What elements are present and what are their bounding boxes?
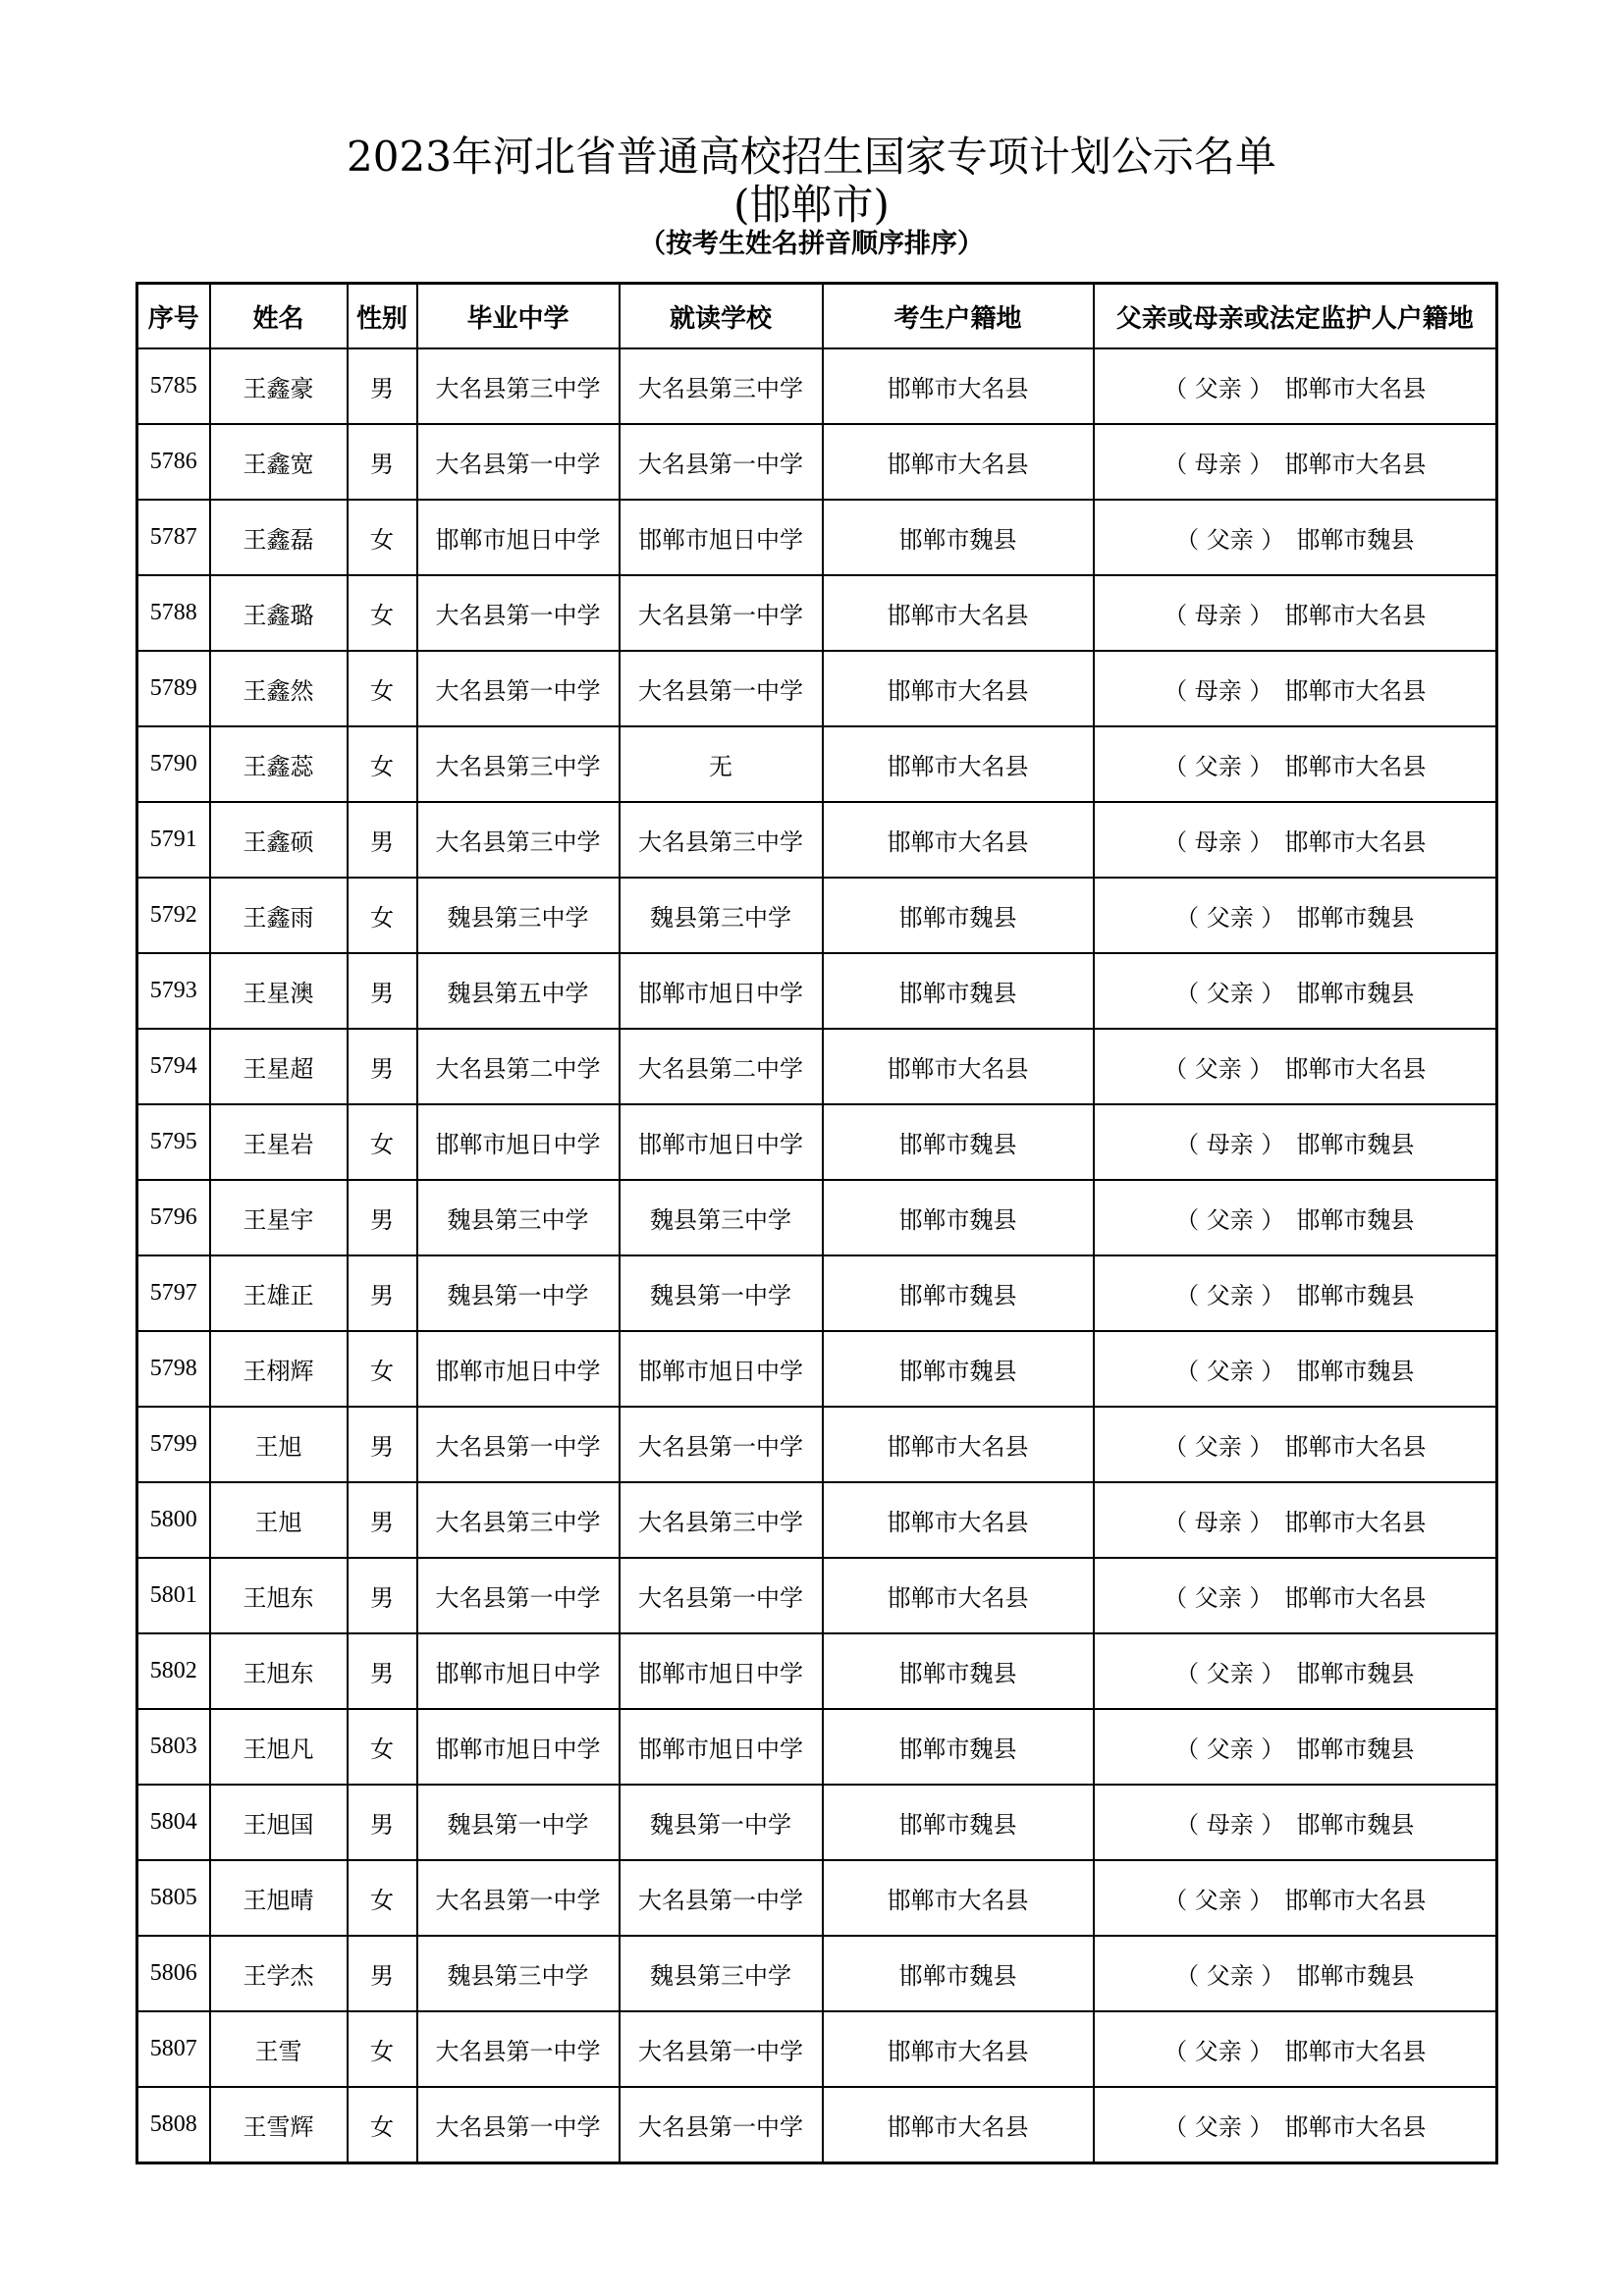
graduated-school-cell: 魏县第三中学 (417, 878, 620, 953)
graduated-school-cell: 大名县第一中学 (417, 651, 620, 726)
guardian-relation: （ 父亲 ） (1175, 980, 1285, 1007)
guardian-household-cell (1094, 500, 1497, 575)
guardian-household-cell (1094, 1633, 1497, 1709)
student-household-cell: 邯郸市魏县 (823, 1255, 1094, 1331)
graduated-school-cell: 大名县第一中学 (417, 1860, 620, 1936)
gender-cell: 男 (348, 348, 417, 424)
table-row (137, 1936, 1497, 2011)
document-title: 2023年河北省普通高校招生国家专项计划公示名单 (347, 133, 1276, 181)
current-school-cell: 大名县第一中学 (620, 2087, 823, 2163)
gender-cell: 女 (348, 878, 417, 953)
guardian-place: 邯郸市魏县 (1296, 526, 1415, 554)
guardian-place: 邯郸市魏县 (1296, 1282, 1415, 1309)
graduated-school-cell: 大名县第二中学 (417, 1029, 620, 1104)
guardian-relation: （ 父亲 ） (1175, 1358, 1285, 1385)
column-header-name: 姓名 (210, 284, 348, 349)
current-school-cell: 魏县第三中学 (620, 1180, 823, 1255)
table-row (137, 1785, 1497, 1860)
table-row (137, 1331, 1497, 1407)
graduated-school-cell: 大名县第三中学 (417, 726, 620, 802)
student-household-cell: 邯郸市魏县 (823, 1785, 1094, 1860)
guardian-place: 邯郸市大名县 (1284, 2038, 1427, 2065)
name-cell: 王栩辉 (210, 1331, 348, 1407)
graduated-school-cell: 邯郸市旭日中学 (417, 500, 620, 575)
guardian-household-cell (1094, 1255, 1497, 1331)
guardian-household-cell (1094, 802, 1497, 878)
seq-cell: 5787 (137, 500, 210, 575)
guardian-relation: （ 父亲 ） (1175, 1660, 1285, 1687)
name-cell: 王星超 (210, 1029, 348, 1104)
graduated-school-cell: 魏县第五中学 (417, 953, 620, 1029)
gender-cell: 女 (348, 2011, 417, 2087)
seq-cell: 5785 (137, 348, 210, 424)
gender-cell: 女 (348, 1860, 417, 1936)
student-household-cell: 邯郸市大名县 (823, 726, 1094, 802)
guardian-household-cell (1094, 1860, 1497, 1936)
gender-cell: 男 (348, 424, 417, 500)
table-row (137, 1482, 1497, 1558)
seq-cell: 5796 (137, 1180, 210, 1255)
guardian-relation: （ 父亲 ） (1163, 375, 1273, 402)
guardian-place: 邯郸市大名县 (1284, 828, 1427, 856)
guardian-household-cell (1094, 726, 1497, 802)
current-school-cell: 大名县第一中学 (620, 651, 823, 726)
current-school-cell: 大名县第一中学 (620, 2011, 823, 2087)
current-school-cell: 大名县第一中学 (620, 1407, 823, 1482)
seq-cell: 5789 (137, 651, 210, 726)
region-subtitle: (邯郸市) (733, 181, 890, 229)
seq-cell: 5801 (137, 1558, 210, 1633)
guardian-relation: （ 父亲 ） (1175, 1962, 1285, 1990)
guardian-place: 邯郸市魏县 (1296, 1962, 1415, 1990)
current-school-cell: 大名县第三中学 (620, 802, 823, 878)
guardian-place: 邯郸市魏县 (1296, 1811, 1415, 1839)
seq-cell: 5807 (137, 2011, 210, 2087)
gender-cell: 女 (348, 500, 417, 575)
current-school-cell: 无 (620, 726, 823, 802)
table-row (137, 2011, 1497, 2087)
guardian-place: 邯郸市魏县 (1296, 1735, 1415, 1763)
seq-cell: 5795 (137, 1104, 210, 1180)
guardian-relation: （ 父亲 ） (1175, 1206, 1285, 1234)
guardian-household-cell (1094, 1104, 1497, 1180)
student-household-cell: 邯郸市大名县 (823, 1029, 1094, 1104)
gender-cell: 男 (348, 1255, 417, 1331)
guardian-household-cell (1094, 953, 1497, 1029)
graduated-school-cell: 魏县第一中学 (417, 1255, 620, 1331)
guardian-relation: （ 母亲 ） (1163, 602, 1273, 629)
student-household-cell: 邯郸市魏县 (823, 1331, 1094, 1407)
name-cell: 王鑫磊 (210, 500, 348, 575)
graduated-school-cell: 邯郸市旭日中学 (417, 1709, 620, 1785)
current-school-cell: 魏县第一中学 (620, 1255, 823, 1331)
current-school-cell: 邯郸市旭日中学 (620, 1331, 823, 1407)
table-row (137, 802, 1497, 878)
seq-cell: 5808 (137, 2087, 210, 2163)
table-row (137, 1407, 1497, 1482)
guardian-household-cell (1094, 1331, 1497, 1407)
gender-cell: 女 (348, 1104, 417, 1180)
student-household-cell: 邯郸市魏县 (823, 1104, 1094, 1180)
name-cell: 王鑫雨 (210, 878, 348, 953)
graduated-school-cell: 邯郸市旭日中学 (417, 1104, 620, 1180)
table-row (137, 1104, 1497, 1180)
name-cell: 王星岩 (210, 1104, 348, 1180)
guardian-household-cell (1094, 878, 1497, 953)
student-household-cell: 邯郸市魏县 (823, 1936, 1094, 2011)
student-household-cell: 邯郸市魏县 (823, 1633, 1094, 1709)
seq-cell: 5797 (137, 1255, 210, 1331)
graduated-school-cell: 大名县第三中学 (417, 348, 620, 424)
guardian-household-cell (1094, 348, 1497, 424)
guardian-household-cell (1094, 2087, 1497, 2163)
gender-cell: 女 (348, 575, 417, 651)
gender-cell: 女 (348, 726, 417, 802)
column-header-seq: 序号 (137, 284, 210, 349)
current-school-cell: 魏县第三中学 (620, 878, 823, 953)
current-school-cell: 大名县第一中学 (620, 1558, 823, 1633)
table-row (137, 348, 1497, 424)
seq-cell: 5793 (137, 953, 210, 1029)
column-header-gender: 性别 (348, 284, 417, 349)
column-header-student-household: 考生户籍地 (823, 284, 1094, 349)
seq-cell: 5804 (137, 1785, 210, 1860)
name-cell: 王鑫蕊 (210, 726, 348, 802)
student-household-cell: 邯郸市大名县 (823, 575, 1094, 651)
table-row (137, 1633, 1497, 1709)
guardian-relation: （ 母亲 ） (1163, 828, 1273, 856)
graduated-school-cell: 邯郸市旭日中学 (417, 1331, 620, 1407)
guardian-place: 邯郸市大名县 (1284, 1055, 1427, 1083)
guardian-household-cell (1094, 1936, 1497, 2011)
gender-cell: 男 (348, 1633, 417, 1709)
student-household-cell: 邯郸市大名县 (823, 2011, 1094, 2087)
table-row (137, 878, 1497, 953)
current-school-cell: 邯郸市旭日中学 (620, 953, 823, 1029)
guardian-relation: （ 父亲 ） (1163, 753, 1273, 780)
current-school-cell: 大名县第一中学 (620, 424, 823, 500)
graduated-school-cell: 大名县第一中学 (417, 424, 620, 500)
guardian-relation: （ 母亲 ） (1163, 1509, 1273, 1536)
name-cell: 王学杰 (210, 1936, 348, 2011)
seq-cell: 5792 (137, 878, 210, 953)
student-household-cell: 邯郸市大名县 (823, 1860, 1094, 1936)
student-household-cell: 邯郸市大名县 (823, 424, 1094, 500)
current-school-cell: 大名县第一中学 (620, 1860, 823, 1936)
guardian-relation: （ 父亲 ） (1163, 1433, 1273, 1461)
seq-cell: 5805 (137, 1860, 210, 1936)
seq-cell: 5802 (137, 1633, 210, 1709)
guardian-place: 邯郸市大名县 (1284, 753, 1427, 780)
name-cell: 王旭晴 (210, 1860, 348, 1936)
guardian-household-cell (1094, 1558, 1497, 1633)
seq-cell: 5794 (137, 1029, 210, 1104)
gender-cell: 女 (348, 2087, 417, 2163)
guardian-place: 邯郸市大名县 (1284, 2113, 1427, 2141)
graduated-school-cell: 大名县第一中学 (417, 1407, 620, 1482)
guardian-place: 邯郸市魏县 (1296, 1358, 1415, 1385)
gender-cell: 女 (348, 651, 417, 726)
guardian-household-cell (1094, 424, 1497, 500)
gender-cell: 女 (348, 1709, 417, 1785)
graduated-school-cell: 邯郸市旭日中学 (417, 1633, 620, 1709)
table-row (137, 1709, 1497, 1785)
guardian-relation: （ 父亲 ） (1175, 904, 1285, 932)
current-school-cell: 邯郸市旭日中学 (620, 1709, 823, 1785)
table-row (137, 575, 1497, 651)
graduated-school-cell: 大名县第一中学 (417, 2087, 620, 2163)
student-household-cell: 邯郸市大名县 (823, 1558, 1094, 1633)
guardian-place: 邯郸市魏县 (1296, 1660, 1415, 1687)
graduated-school-cell: 大名县第一中学 (417, 2011, 620, 2087)
graduated-school-cell: 魏县第三中学 (417, 1936, 620, 2011)
current-school-cell: 邯郸市旭日中学 (620, 1104, 823, 1180)
seq-cell: 5790 (137, 726, 210, 802)
guardian-relation: （ 父亲 ） (1163, 1055, 1273, 1083)
guardian-household-cell (1094, 1029, 1497, 1104)
guardian-place: 邯郸市魏县 (1296, 904, 1415, 932)
guardian-household-cell (1094, 1407, 1497, 1482)
guardian-household-cell (1094, 651, 1497, 726)
name-cell: 王鑫然 (210, 651, 348, 726)
guardian-relation: （ 母亲 ） (1163, 677, 1273, 705)
seq-cell: 5803 (137, 1709, 210, 1785)
guardian-place: 邯郸市大名县 (1284, 1433, 1427, 1461)
guardian-place: 邯郸市大名县 (1284, 451, 1427, 478)
table-row (137, 500, 1497, 575)
guardian-household-cell (1094, 1482, 1497, 1558)
table-row (137, 2087, 1497, 2163)
name-cell: 王星澳 (210, 953, 348, 1029)
name-cell: 王星宇 (210, 1180, 348, 1255)
table-body (137, 348, 1497, 2163)
student-household-cell: 邯郸市魏县 (823, 878, 1094, 953)
guardian-place: 邯郸市大名县 (1284, 375, 1427, 402)
table-row (137, 651, 1497, 726)
gender-cell: 男 (348, 1180, 417, 1255)
name-cell: 王鑫硕 (210, 802, 348, 878)
guardian-relation: （ 父亲 ） (1163, 1887, 1273, 1914)
table-row (137, 1860, 1497, 1936)
guardian-household-cell (1094, 1785, 1497, 1860)
student-household-cell: 邯郸市魏县 (823, 1709, 1094, 1785)
graduated-school-cell: 大名县第一中学 (417, 575, 620, 651)
current-school-cell: 邯郸市旭日中学 (620, 1633, 823, 1709)
gender-cell: 男 (348, 1558, 417, 1633)
table-row (137, 1558, 1497, 1633)
seq-cell: 5786 (137, 424, 210, 500)
student-household-cell: 邯郸市大名县 (823, 348, 1094, 424)
graduated-school-cell: 魏县第三中学 (417, 1180, 620, 1255)
gender-cell: 男 (348, 802, 417, 878)
guardian-household-cell (1094, 2011, 1497, 2087)
seq-cell: 5791 (137, 802, 210, 878)
sort-note: （按考生姓名拼音顺序排序） (639, 229, 984, 259)
student-household-cell: 邯郸市魏县 (823, 1180, 1094, 1255)
guardian-relation: （ 父亲 ） (1163, 2113, 1273, 2141)
gender-cell: 男 (348, 1785, 417, 1860)
student-household-cell: 邯郸市大名县 (823, 2087, 1094, 2163)
table-row (137, 726, 1497, 802)
guardian-relation: （ 父亲 ） (1175, 1735, 1285, 1763)
name-cell: 王旭凡 (210, 1709, 348, 1785)
table-row (137, 953, 1497, 1029)
name-cell: 王雪 (210, 2011, 348, 2087)
guardian-relation: （ 母亲 ） (1175, 1131, 1285, 1158)
column-header-current-school: 就读学校 (620, 284, 823, 349)
table-row (137, 1255, 1497, 1331)
seq-cell: 5806 (137, 1936, 210, 2011)
student-household-cell: 邯郸市魏县 (823, 500, 1094, 575)
guardian-place: 邯郸市大名县 (1284, 1584, 1427, 1612)
guardian-place: 邯郸市魏县 (1296, 1131, 1415, 1158)
current-school-cell: 大名县第三中学 (620, 1482, 823, 1558)
guardian-relation: （ 父亲 ） (1163, 2038, 1273, 2065)
current-school-cell: 魏县第一中学 (620, 1785, 823, 1860)
gender-cell: 男 (348, 953, 417, 1029)
current-school-cell: 大名县第三中学 (620, 348, 823, 424)
guardian-place: 邯郸市魏县 (1296, 1206, 1415, 1234)
name-cell: 王旭国 (210, 1785, 348, 1860)
guardian-relation: （ 母亲 ） (1175, 1811, 1285, 1839)
column-header-graduated-school: 毕业中学 (417, 284, 620, 349)
guardian-relation: （ 父亲 ） (1175, 526, 1285, 554)
name-cell: 王鑫宽 (210, 424, 348, 500)
name-cell: 王旭东 (210, 1558, 348, 1633)
student-household-cell: 邯郸市大名县 (823, 1407, 1094, 1482)
seq-cell: 5799 (137, 1407, 210, 1482)
guardian-household-cell (1094, 1709, 1497, 1785)
guardian-relation: （ 父亲 ） (1163, 1584, 1273, 1612)
name-cell: 王雪辉 (210, 2087, 348, 2163)
current-school-cell: 大名县第一中学 (620, 575, 823, 651)
seq-cell: 5788 (137, 575, 210, 651)
name-cell: 王雄正 (210, 1255, 348, 1331)
student-household-cell: 邯郸市大名县 (823, 651, 1094, 726)
guardian-relation: （ 父亲 ） (1175, 1282, 1285, 1309)
guardian-place: 邯郸市魏县 (1296, 980, 1415, 1007)
name-cell: 王旭东 (210, 1633, 348, 1709)
seq-cell: 5800 (137, 1482, 210, 1558)
gender-cell: 男 (348, 1407, 417, 1482)
graduated-school-cell: 大名县第三中学 (417, 1482, 620, 1558)
name-cell: 王鑫璐 (210, 575, 348, 651)
guardian-place: 邯郸市大名县 (1284, 602, 1427, 629)
table-header-row (137, 284, 1497, 349)
gender-cell: 女 (348, 1331, 417, 1407)
table-row (137, 1180, 1497, 1255)
name-cell: 王旭 (210, 1482, 348, 1558)
roster-table (135, 282, 1498, 2164)
current-school-cell: 邯郸市旭日中学 (620, 500, 823, 575)
guardian-relation: （ 母亲 ） (1163, 451, 1273, 478)
current-school-cell: 魏县第三中学 (620, 1936, 823, 2011)
graduated-school-cell: 魏县第一中学 (417, 1785, 620, 1860)
table-row (137, 424, 1497, 500)
guardian-place: 邯郸市大名县 (1284, 1887, 1427, 1914)
seq-cell: 5798 (137, 1331, 210, 1407)
name-cell: 王鑫豪 (210, 348, 348, 424)
graduated-school-cell: 大名县第一中学 (417, 1558, 620, 1633)
student-household-cell: 邯郸市大名县 (823, 1482, 1094, 1558)
graduated-school-cell: 大名县第三中学 (417, 802, 620, 878)
guardian-household-cell (1094, 575, 1497, 651)
gender-cell: 男 (348, 1482, 417, 1558)
table-row (137, 1029, 1497, 1104)
student-household-cell: 邯郸市魏县 (823, 953, 1094, 1029)
gender-cell: 男 (348, 1936, 417, 2011)
column-header-guardian-household: 父亲或母亲或法定监护人户籍地 (1094, 284, 1497, 349)
current-school-cell: 大名县第二中学 (620, 1029, 823, 1104)
gender-cell: 男 (348, 1029, 417, 1104)
guardian-place: 邯郸市大名县 (1284, 1509, 1427, 1536)
name-cell: 王旭 (210, 1407, 348, 1482)
guardian-place: 邯郸市大名县 (1284, 677, 1427, 705)
guardian-household-cell (1094, 1180, 1497, 1255)
student-household-cell: 邯郸市大名县 (823, 802, 1094, 878)
